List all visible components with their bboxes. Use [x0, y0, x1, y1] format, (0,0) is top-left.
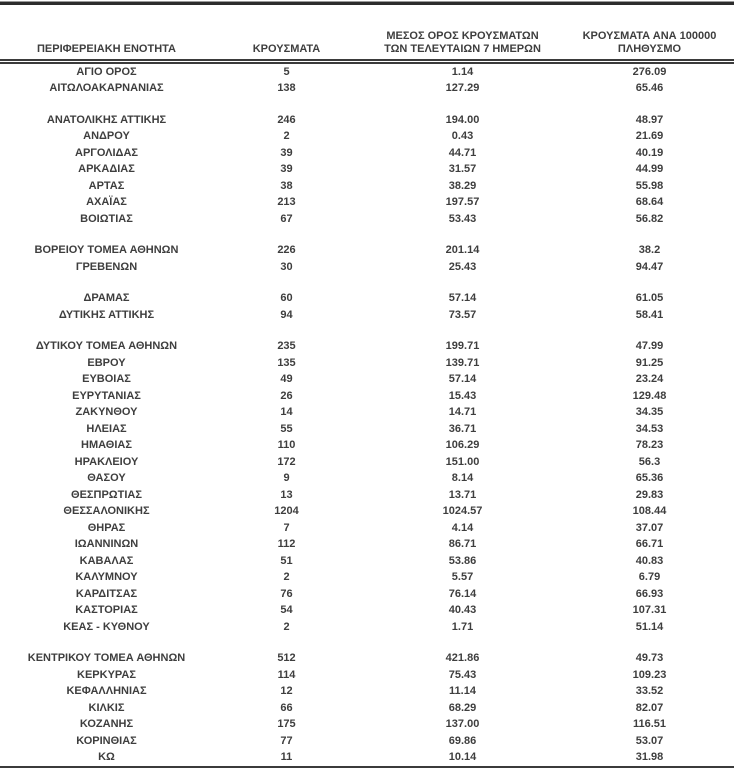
cell-avg7: 53.86	[448, 554, 477, 567]
header-region	[0, 5, 213, 61]
cell-region: ΑΧΑΪΑΣ	[86, 196, 127, 208]
cell-cases: 5	[283, 65, 290, 78]
cell-per100k: 78.23	[635, 439, 664, 451]
cell-avg7: 44.71	[448, 146, 477, 159]
cell-region: ΚΩ	[98, 751, 115, 763]
cell-region: ΘΑΣΟΥ	[87, 472, 126, 484]
cell-region: ΚΑΛΥΜΝΟΥ	[75, 571, 138, 583]
cell-cases: 138	[277, 82, 296, 94]
cell-avg7: 10.14	[448, 751, 477, 763]
cell-per100k: 276.09	[632, 65, 667, 78]
cell-cases: 2	[283, 620, 290, 633]
cell-region: ΚΙΛΚΙΣ	[88, 701, 125, 714]
cell-per100k: 56.82	[635, 212, 664, 225]
cell-region: ΚΕΡΚΥΡΑΣ	[77, 668, 136, 681]
header-cases-label: ΚΡΟΥΣΜΑΤΑ	[252, 42, 321, 55]
header-per100k-line2: ΠΛΗΘΥΣΜΟ	[617, 42, 682, 55]
table-row	[0, 128, 734, 145]
cell-region: ΚΑΣΤΟΡΙΑΣ	[75, 604, 138, 616]
cell-cases: 55	[280, 422, 293, 435]
table-row	[0, 80, 734, 97]
group-spacer	[0, 275, 734, 290]
cell-per100k: 66.93	[635, 587, 664, 600]
table-row	[0, 683, 734, 700]
table-row	[0, 569, 734, 586]
cell-cases: 12	[280, 685, 293, 697]
cell-cases: 11	[280, 751, 293, 763]
cell-avg7: 1024.57	[442, 505, 483, 517]
cell-region: ΑΝΑΤΟΛΙΚΗΣ ΑΤΤΙΚΗΣ	[46, 113, 167, 126]
cell-avg7: 1.14	[451, 65, 474, 78]
header-avg7-line2: ΤΩΝ ΤΕΛΕΥΤΑΙΩΝ 7 ΗΜΕΡΩΝ	[384, 42, 541, 55]
cell-cases: 512	[277, 652, 296, 664]
cell-per100k: 34.35	[635, 406, 664, 418]
cell-cases: 39	[280, 163, 293, 175]
cell-avg7: 151.00	[445, 455, 480, 468]
table-row	[0, 716, 734, 733]
cell-avg7: 5.57	[451, 571, 474, 583]
table-row	[0, 112, 734, 129]
cell-cases: 77	[280, 734, 293, 747]
cell-cases: 9	[283, 472, 290, 484]
table-row	[0, 503, 734, 520]
table-row	[0, 454, 734, 471]
cell-cases: 76	[280, 587, 293, 600]
cell-avg7: 14.71	[448, 406, 477, 418]
cell-avg7: 31.57	[448, 163, 477, 175]
table-body	[0, 61, 734, 767]
table-row	[0, 421, 734, 438]
cell-per100k: 66.71	[635, 538, 664, 550]
cell-cases: 1204	[274, 505, 299, 517]
cell-per100k: 38.2	[638, 244, 661, 256]
cell-avg7: 127.29	[445, 82, 480, 94]
cell-region: ΘΕΣΣΑΛΟΝΙΚΗΣ	[63, 505, 150, 517]
cell-region: ΚΕΦΑΛΛΗΝΙΑΣ	[66, 685, 147, 697]
cell-per100k: 21.69	[635, 130, 664, 142]
cell-region: ΚΕΑΣ - ΚΥΘΝΟΥ	[63, 620, 150, 633]
cell-per100k: 107.31	[632, 604, 667, 616]
cell-region: ΒΟΙΩΤΙΑΣ	[80, 212, 133, 225]
cell-region: ΒΟΡΕΙΟΥ ΤΟΜΕΑ ΑΘΗΝΩΝ	[34, 244, 179, 256]
cell-cases: 246	[277, 113, 296, 126]
cell-cases: 7	[283, 521, 290, 534]
cell-per100k: 68.64	[635, 196, 664, 208]
table-row	[0, 586, 734, 603]
cell-per100k: 34.53	[635, 422, 664, 435]
table-row	[0, 749, 734, 767]
cell-avg7: 53.43	[448, 212, 477, 225]
cell-avg7: 73.57	[448, 308, 477, 321]
group-spacer-cell	[0, 635, 734, 650]
header-per100k	[565, 5, 734, 61]
cell-per100k: 23.24	[635, 373, 664, 385]
cell-region: ΚΑΡΔΙΤΣΑΣ	[75, 587, 138, 600]
table-row	[0, 650, 734, 667]
cell-per100k: 40.19	[635, 146, 664, 159]
header-region-label: ΠΕΡΙΦΕΡΕΙΑΚΗ ΕΝΟΤΗΤΑ	[36, 42, 176, 55]
cell-region: ΔΥΤΙΚΟΥ ΤΟΜΕΑ ΑΘΗΝΩΝ	[35, 340, 178, 352]
cell-region: ΚΕΝΤΡΙΚΟΥ ΤΟΜΕΑ ΑΘΗΝΩΝ	[27, 652, 186, 664]
table-row	[0, 667, 734, 684]
header-avg7-line1: ΜΕΣΟΣ ΟΡΟΣ ΚΡΟΥΣΜΑΤΩΝ	[386, 29, 539, 42]
cell-region: ΑΡΤΑΣ	[88, 179, 125, 192]
cell-cases: 2	[283, 130, 290, 142]
cell-per100k: 82.07	[635, 701, 664, 714]
cell-cases: 235	[277, 340, 296, 352]
cell-per100k: 129.48	[632, 389, 667, 402]
cell-region: ΖΑΚΥΝΘΟΥ	[75, 406, 138, 418]
cell-avg7: 86.71	[448, 538, 477, 550]
cell-per100k: 51.14	[635, 620, 664, 633]
cell-per100k: 47.99	[635, 340, 664, 352]
cell-avg7: 40.43	[448, 604, 477, 616]
cell-per100k: 29.83	[635, 488, 664, 501]
cell-cases: 175	[277, 718, 296, 730]
group-spacer-cell	[0, 97, 734, 112]
cell-region: ΕΥΡΥΤΑΝΙΑΣ	[72, 389, 141, 402]
cell-region: ΔΥΤΙΚΗΣ ΑΤΤΙΚΗΣ	[58, 308, 155, 321]
cell-per100k: 61.05	[635, 292, 664, 304]
cell-avg7: 8.14	[451, 472, 474, 484]
regional-cases-table	[0, 5, 734, 768]
cell-avg7: 75.43	[448, 668, 477, 681]
cell-per100k: 53.07	[635, 734, 664, 747]
cell-per100k: 109.23	[632, 668, 667, 681]
cell-per100k: 55.98	[635, 179, 664, 192]
cell-cases: 213	[277, 196, 296, 208]
cell-per100k: 108.44	[632, 505, 667, 517]
cell-region: ΑΓΙΟ ΟΡΟΣ	[76, 65, 137, 78]
cell-region: ΙΩΑΝΝΙΝΩΝ	[74, 538, 139, 550]
table-row	[0, 242, 734, 259]
cell-per100k: 49.73	[635, 652, 664, 664]
group-spacer	[0, 227, 734, 242]
table-row	[0, 290, 734, 307]
header-avg7	[360, 5, 565, 61]
cell-per100k: 56.3	[638, 455, 661, 468]
cell-avg7: 194.00	[445, 113, 480, 126]
table-row	[0, 487, 734, 504]
cell-avg7: 36.71	[448, 422, 477, 435]
cell-avg7: 11.14	[449, 685, 476, 697]
table-row	[0, 371, 734, 388]
cell-region: ΑΝΔΡΟΥ	[83, 130, 130, 142]
group-spacer	[0, 635, 734, 650]
cell-per100k: 44.99	[635, 163, 664, 175]
cell-avg7: 1.71	[451, 620, 474, 633]
cell-avg7: 106.29	[445, 439, 480, 451]
cell-region: ΕΒΡΟΥ	[87, 356, 126, 369]
cell-cases: 112	[277, 538, 296, 550]
cell-cases: 49	[280, 373, 293, 385]
header-cases	[213, 5, 360, 61]
table-row	[0, 520, 734, 537]
cell-cases: 94	[280, 308, 293, 321]
table-header	[0, 5, 734, 61]
cell-per100k: 65.36	[635, 472, 664, 484]
cell-region: ΘΕΣΠΡΩΤΙΑΣ	[71, 488, 142, 501]
cell-cases: 226	[277, 244, 296, 256]
group-spacer	[0, 323, 734, 338]
table-row	[0, 470, 734, 487]
cell-per100k: 31.98	[635, 751, 664, 763]
header-per100k-line1: ΚΡΟΥΣΜΑΤΑ ΑΝΑ 100000	[582, 29, 717, 42]
cell-region: ΗΡΑΚΛΕΙΟΥ	[74, 455, 139, 468]
cell-cases: 110	[277, 439, 296, 451]
cell-avg7: 197.57	[445, 196, 480, 208]
table-row	[0, 161, 734, 178]
cell-region: ΑΡΚΑΔΙΑΣ	[78, 163, 135, 175]
cell-avg7: 15.43	[448, 389, 477, 402]
cell-per100k: 116.51	[632, 718, 667, 730]
table-row	[0, 437, 734, 454]
cell-cases: 38	[280, 179, 293, 192]
cell-per100k: 58.41	[635, 308, 664, 321]
cell-cases: 135	[277, 356, 296, 369]
cell-per100k: 40.83	[635, 554, 664, 567]
cell-region: ΘΗΡΑΣ	[87, 521, 126, 534]
cell-cases: 14	[280, 406, 293, 418]
cell-cases: 172	[277, 455, 296, 468]
cell-avg7: 0.43	[451, 130, 474, 142]
cell-cases: 30	[280, 260, 293, 273]
group-spacer-cell	[0, 323, 734, 338]
cell-region: ΗΜΑΘΙΑΣ	[81, 439, 132, 451]
group-spacer-cell	[0, 227, 734, 242]
table-row	[0, 178, 734, 195]
cell-region: ΓΡΕΒΕΝΩΝ	[75, 260, 138, 273]
cell-avg7: 68.29	[448, 701, 477, 714]
table-row	[0, 355, 734, 372]
table-row	[0, 211, 734, 228]
table-row	[0, 536, 734, 553]
cell-region: ΚΟΡΙΝΘΙΑΣ	[76, 734, 137, 747]
table-row	[0, 61, 734, 80]
cell-avg7: 139.71	[445, 356, 480, 369]
cell-cases: 51	[280, 554, 293, 567]
cell-region: ΚΑΒΑΛΑΣ	[79, 554, 134, 567]
cell-cases: 66	[280, 701, 293, 714]
cell-avg7: 76.14	[448, 587, 477, 600]
cell-per100k: 48.97	[635, 113, 664, 126]
cell-per100k: 91.25	[635, 356, 664, 369]
table-row	[0, 700, 734, 717]
cell-avg7: 13.71	[448, 488, 477, 501]
table-row	[0, 553, 734, 570]
cell-cases: 2	[283, 571, 290, 583]
cell-per100k: 94.47	[635, 260, 664, 273]
table-row	[0, 259, 734, 276]
table-row	[0, 338, 734, 355]
table-row	[0, 388, 734, 405]
cell-cases: 60	[280, 292, 293, 304]
table-row	[0, 145, 734, 162]
table-row	[0, 404, 734, 421]
cell-region: ΚΟΖΑΝΗΣ	[79, 718, 134, 730]
table-row	[0, 307, 734, 324]
cell-region: ΑΡΓΟΛΙΔΑΣ	[75, 146, 138, 159]
cell-per100k: 37.07	[635, 521, 664, 534]
table-row	[0, 733, 734, 750]
table-row	[0, 602, 734, 619]
group-spacer-cell	[0, 275, 734, 290]
cell-avg7: 25.43	[448, 260, 477, 273]
cell-avg7: 137.00	[445, 718, 480, 730]
group-spacer	[0, 97, 734, 112]
cell-cases: 13	[280, 488, 293, 501]
cell-avg7: 421.86	[445, 652, 480, 664]
cell-avg7: 201.14	[445, 244, 480, 256]
cell-cases: 114	[277, 668, 296, 681]
cell-per100k: 33.52	[635, 685, 664, 697]
cell-region: ΔΡΑΜΑΣ	[83, 292, 130, 304]
cell-region: ΕΥΒΟΙΑΣ	[82, 373, 131, 385]
cell-per100k: 6.79	[638, 571, 661, 583]
cell-avg7: 57.14	[448, 292, 477, 304]
table-row	[0, 619, 734, 636]
cell-avg7: 57.14	[448, 373, 477, 385]
cell-cases: 54	[280, 604, 293, 616]
cell-region: ΗΛΕΙΑΣ	[86, 422, 127, 435]
cell-cases: 67	[280, 212, 293, 225]
cell-avg7: 38.29	[448, 179, 477, 192]
header-row	[0, 5, 734, 61]
cell-per100k: 65.46	[635, 82, 664, 94]
table-row	[0, 194, 734, 211]
cell-region: ΑΙΤΩΛΟΑΚΑΡΝΑΝΙΑΣ	[49, 82, 164, 94]
cell-cases: 39	[280, 146, 293, 159]
cell-avg7: 4.14	[451, 521, 474, 534]
cell-avg7: 199.71	[445, 340, 480, 352]
cell-avg7: 69.86	[448, 734, 477, 747]
cell-cases: 26	[280, 389, 293, 402]
